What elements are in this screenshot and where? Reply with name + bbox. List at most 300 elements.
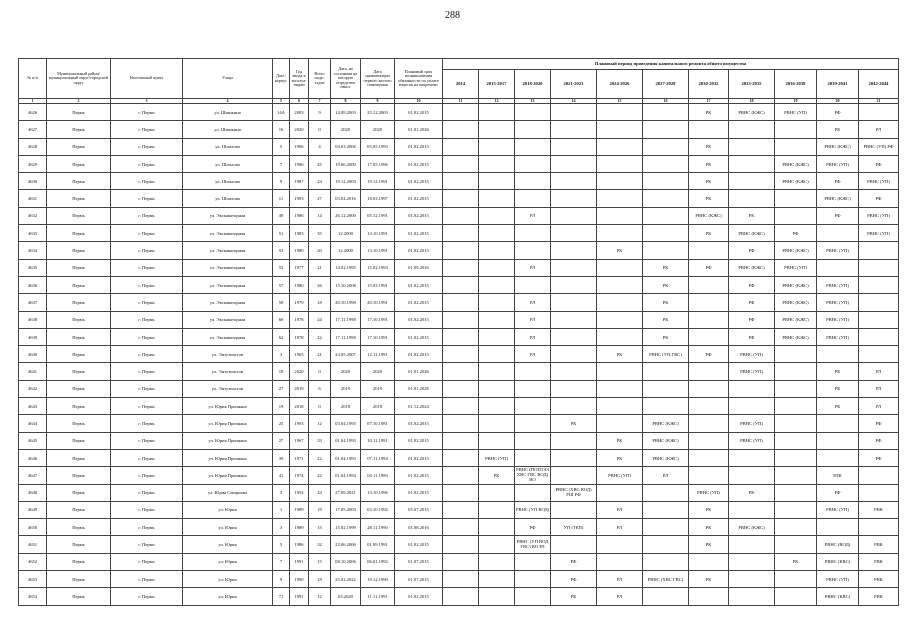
header-year-period: 2042-2044 [859,70,899,99]
repair-period-cell [443,190,479,207]
date-status-cell: 25.02.2022 [331,571,361,588]
repair-period-cell: РК [689,173,729,190]
table-row [19,173,899,190]
repair-period-cell: РФ [775,225,817,242]
settlement-cell: г. Пермь [111,294,183,311]
repair-period-cell [597,155,643,172]
repair-period-cell [643,553,689,570]
year-built-cell: 1979 [290,294,309,311]
repair-period-cell [443,328,479,345]
entrances-cell: 19 [309,501,331,518]
entrances-cell: 14 [309,207,331,224]
repair-period-cell [551,380,597,397]
date-status-cell: 2020 [331,363,361,380]
entrances-cell: 35 [309,225,331,242]
date-status-cell: 27.09.2021 [331,484,361,501]
repair-period-cell: РФ [729,311,775,328]
obligation-date-cell: 01.09.2016 [395,259,443,276]
municipal-cell: Пермь [47,259,111,276]
repair-period-cell [479,242,515,259]
repair-period-cell [551,449,597,466]
repair-period-cell [479,346,515,363]
obligation-date-cell: 01.02.2015 [395,484,443,501]
date-status-cell: 19.06.2000 [331,155,361,172]
row-number: 4638 [19,311,47,328]
house-cell: 55 [273,259,290,276]
entrances-cell: 9 [309,104,331,121]
table-row [19,138,899,155]
repair-period-cell [689,121,729,138]
house-cell: 3 [273,346,290,363]
entrances-cell: 33 [309,432,331,449]
entrances-cell: 20 [309,242,331,259]
settlement-cell: г. Пермь [111,138,183,155]
date-status-cell: 03.04.1993 [331,415,361,432]
repair-period-cell [817,259,859,276]
repair-period-cell [597,484,643,501]
header-street: Улица [183,59,273,99]
repair-period-cell [597,225,643,242]
row-number: 4645 [19,432,47,449]
house-cell: 39 [273,449,290,466]
repair-period-cell [729,553,775,570]
repair-period-cell: РК [643,311,689,328]
obligation-date-cell: 01.02.2015 [395,432,443,449]
obligation-date-cell: 01.02.2015 [395,328,443,345]
repair-period-cell [479,432,515,449]
repair-period-cell [729,138,775,155]
repair-period-cell [443,276,479,293]
repair-period-cell: РК [643,276,689,293]
year-built-cell: 1996 [290,155,309,172]
street-cell: ул. Юрия Признана [183,398,273,415]
street-cell: ул. Юрия [183,553,273,570]
repair-period-cell [817,449,859,466]
house-cell: 3 [273,519,290,536]
date-privatization-cell: 10.11.1991 [361,432,395,449]
house-cell: 57 [273,276,290,293]
year-built-cell: 1993 [290,190,309,207]
repair-period-cell: РК [689,155,729,172]
date-status-cell: 17.11.1998 [331,311,361,328]
row-number: 4626 [19,104,47,121]
row-number: 4634 [19,242,47,259]
repair-period-cell [443,207,479,224]
repair-period-cell [729,467,775,484]
entrances-cell: 15 [309,553,331,570]
header-column-number: 16 [643,99,689,104]
repair-period-cell: РЛ [859,380,899,397]
repair-period-cell: РФ [729,276,775,293]
entrances-cell: 22 [309,449,331,466]
obligation-date-cell: 01.02.2015 [395,104,443,121]
year-built-cell: 1965 [290,346,309,363]
year-built-cell: 1978 [290,311,309,328]
repair-period-cell [597,380,643,397]
repair-period-cell: РК [817,121,859,138]
repair-period-cell [775,571,817,588]
repair-period-cell: РЛ [515,346,551,363]
repair-period-cell [515,588,551,605]
row-number: 4633 [19,225,47,242]
header-year-period: 2018-2020 [515,70,551,99]
year-built-cell: 1986 [290,207,309,224]
repair-period-cell: РВНС (ПОПТАЗ ХВС ГВС ВОД) ВО [515,467,551,484]
repair-period-cell: РК [689,536,729,553]
repair-period-cell: РВНС (УП) [729,346,775,363]
date-privatization-cell: 28.11.1990 [361,519,395,536]
year-built-cell: 2019 [290,380,309,397]
repair-period-cell: РК [775,553,817,570]
repair-period-cell [479,121,515,138]
settlement-cell: г. Пермь [111,484,183,501]
repair-period-cell [597,553,643,570]
municipal-cell: Пермь [47,571,111,588]
repair-period-cell: РФ [859,190,899,207]
repair-period-cell: РВНС (КЖС) [729,519,775,536]
street-cell: ул. Юрия Признана [183,449,273,466]
row-number: 4652 [19,553,47,570]
repair-period-cell: РВНС (УП) [775,259,817,276]
street-cell: ул. Юрия [183,501,273,518]
repair-period-cell: РК [597,346,643,363]
street-cell: ул. Шишкина [183,121,273,138]
date-privatization-cell: 01.09.1991 [361,536,395,553]
table-row [19,501,899,518]
municipal-cell: Пермь [47,242,111,259]
repair-period-cell [443,138,479,155]
year-built-cell: 1991 [290,553,309,570]
repair-period-cell [775,398,817,415]
repair-period-cell: РВНС (КЖС) [643,449,689,466]
table-row [19,242,899,259]
repair-period-cell [775,121,817,138]
repair-period-cell: РК [643,294,689,311]
street-cell: ул. Шпалова [183,173,273,190]
obligation-date-cell: 01.02.2015 [395,173,443,190]
date-privatization-cell: 13.10.1996 [361,484,395,501]
date-status-cell: 14.09.2003 [331,104,361,121]
house-cell: 41 [273,467,290,484]
repair-period-cell: РЛ [515,294,551,311]
repair-period-cell [643,190,689,207]
obligation-date-cell: 01.02.2015 [395,138,443,155]
street-cell: ул. Экскаваторная [183,294,273,311]
date-privatization-cell: 06.01.1992 [361,553,395,570]
year-built-cell: 1978 [290,328,309,345]
header-settlement: Населенный пункт [111,59,183,99]
row-number: 4636 [19,276,47,293]
repair-period-cell [689,242,729,259]
repair-period-cell: РК [479,467,515,484]
capital-repair-table-container [18,58,894,608]
date-status-cell: 01.04.1994 [331,467,361,484]
house-cell: 60 [273,311,290,328]
repair-period-cell: РК [817,363,859,380]
repair-period-cell [515,432,551,449]
table-row [19,155,899,172]
municipal-cell: Пермь [47,553,111,570]
repair-period-cell [729,571,775,588]
repair-period-cell: РВНС (УП) [729,415,775,432]
municipal-cell: Пермь [47,501,111,518]
obligation-date-cell: 01.02.2015 [395,311,443,328]
repair-period-cell: РК [551,588,597,605]
house-cell: 3 [273,484,290,501]
repair-period-cell [643,104,689,121]
municipal-cell: Пермь [47,207,111,224]
entrances-cell: 4 [309,138,331,155]
repair-period-cell: РК [689,104,729,121]
repair-period-cell [443,104,479,121]
house-cell: 19 [273,398,290,415]
repair-period-cell: РВНС (КЖС) [689,207,729,224]
repair-period-cell [775,467,817,484]
date-status-cell: 17.11.1998 [331,328,361,345]
capital-repair-table [18,58,899,606]
house-cell: 58 [273,294,290,311]
date-privatization-cell: 19.12.1991 [361,173,395,190]
date-privatization-cell: 2018 [361,398,395,415]
settlement-cell: г. Пермь [111,311,183,328]
repair-period-cell [479,311,515,328]
repair-period-cell [817,415,859,432]
repair-period-cell: РК [729,207,775,224]
header-column-number: 7 [309,99,331,104]
table-row [19,519,899,536]
table-row [19,432,899,449]
date-privatization-cell: 17.10.1991 [361,311,395,328]
date-privatization-cell: 12.11.1991 [361,346,395,363]
street-cell: ул. Энтузиастов [183,346,273,363]
repair-period-cell: РВНС (УП) [729,363,775,380]
date-status-cell: 14.02.1995 [331,259,361,276]
repair-period-cell [443,242,479,259]
year-built-cell: 1983 [290,225,309,242]
repair-period-cell [515,380,551,397]
repair-period-cell: РВНС (УП) [479,449,515,466]
repair-period-cell: РЛ [597,501,643,518]
repair-period-cell [443,398,479,415]
header-column-number: 10 [395,99,443,104]
repair-period-cell [515,121,551,138]
header-column-number: 13 [515,99,551,104]
repair-period-cell [551,155,597,172]
repair-period-cell: РВНС (ВОД) [817,536,859,553]
repair-period-cell [859,294,899,311]
repair-period-cell [729,380,775,397]
row-number: 4644 [19,415,47,432]
date-privatization-cell: 05.12.1991 [361,207,395,224]
street-cell: ул. Экскаваторная [183,242,273,259]
municipal-cell: Пермь [47,225,111,242]
street-cell: ул. Юрия [183,519,273,536]
date-status-cell: 12.2000 [331,225,361,242]
year-built-cell: 1954 [290,484,309,501]
obligation-date-cell: 01.07.2015 [395,571,443,588]
row-number: 4630 [19,173,47,190]
repair-period-cell [729,155,775,172]
header-column-number: 5 [273,99,290,104]
settlement-cell: г. Пермь [111,259,183,276]
repair-period-cell [443,467,479,484]
repair-period-cell [443,571,479,588]
repair-period-cell [597,536,643,553]
street-cell: ул. Юрия Смирнова [183,484,273,501]
table-row [19,190,899,207]
repair-period-cell: РК [689,225,729,242]
repair-period-cell: РВНС (КЖС) [817,190,859,207]
repair-period-cell: РК [551,415,597,432]
repair-period-cell: РВНС (КЖС) [775,155,817,172]
entrances-cell: 21 [309,346,331,363]
repair-period-cell [859,484,899,501]
year-built-cell: 1971 [290,449,309,466]
header-year-period: 2015-2017 [479,70,515,99]
house-cell: 7 [273,553,290,570]
repair-period-cell [479,363,515,380]
repair-period-cell [443,553,479,570]
repair-period-cell [817,346,859,363]
obligation-date-cell: 01.02.2015 [395,536,443,553]
repair-period-cell [689,449,729,466]
date-status-cell: 2018 [331,398,361,415]
repair-period-cell [775,363,817,380]
repair-period-cell [443,259,479,276]
repair-period-cell [597,104,643,121]
header-year-period: 2030-2032 [689,70,729,99]
date-status-cell: 12.2000 [331,242,361,259]
header-year-period: 2021-2023 [551,70,597,99]
year-built-cell: 2003 [290,104,309,121]
settlement-cell: г. Пермь [111,225,183,242]
repair-period-cell: РК [643,328,689,345]
repair-period-cell: РЛ [515,328,551,345]
entrances-cell: 12 [309,415,331,432]
table-row [19,380,899,397]
repair-period-cell [775,432,817,449]
municipal-cell: Пермь [47,467,111,484]
repair-period-cell [859,467,899,484]
repair-period-cell [729,501,775,518]
entrances-cell: 25 [309,155,331,172]
row-number: 4647 [19,467,47,484]
settlement-cell: г. Пермь [111,173,183,190]
table-row [19,449,899,466]
date-privatization-cell: 04.11.1990 [361,467,395,484]
repair-period-cell [551,328,597,345]
date-privatization-cell: 2020 [361,121,395,138]
obligation-date-cell: 01.02.2015 [395,415,443,432]
repair-period-cell [443,294,479,311]
repair-period-cell [689,467,729,484]
repair-period-cell [479,104,515,121]
house-cell: 18 [273,363,290,380]
repair-period-cell [443,432,479,449]
repair-period-cell: РК [817,398,859,415]
repair-period-cell [515,242,551,259]
street-cell: ул. Юрия [183,536,273,553]
repair-period-cell [479,328,515,345]
repair-period-cell [859,311,899,328]
repair-period-cell [643,519,689,536]
table-row [19,484,899,501]
repair-period-cell: РЛ [597,519,643,536]
repair-period-cell [689,415,729,432]
date-privatization-cell: 19.12.1990 [361,571,395,588]
repair-period-cell: РВНС (КЖС) [775,242,817,259]
obligation-date-cell: 01.02.2015 [395,449,443,466]
repair-period-cell [551,311,597,328]
settlement-cell: г. Пермь [111,432,183,449]
repair-period-cell [551,104,597,121]
settlement-cell: г. Пермь [111,242,183,259]
municipal-cell: Пермь [47,346,111,363]
header-year-period: 2014 [443,70,479,99]
repair-period-cell [479,207,515,224]
row-number: 4649 [19,501,47,518]
settlement-cell: г. Пермь [111,571,183,588]
settlement-cell: г. Пермь [111,449,183,466]
repair-period-cell [775,449,817,466]
header-column-number: 9 [361,99,395,104]
repair-period-cell: РВНС (КЖС) [729,104,775,121]
repair-period-cell [643,380,689,397]
repair-period-cell [775,346,817,363]
repair-period-cell: РВНС (КЖС) [775,276,817,293]
house-cell: 16 [273,121,290,138]
repair-period-cell: РФ [817,484,859,501]
row-number: 4650 [19,519,47,536]
repair-period-cell [597,121,643,138]
repair-period-cell: РВНС (УП) [817,276,859,293]
repair-period-cell: РК [597,242,643,259]
repair-period-cell: РЛ [515,311,551,328]
repair-period-cell [689,398,729,415]
entrances-cell: 12 [309,588,331,605]
municipal-cell: Пермь [47,328,111,345]
repair-period-cell: РВНС (УП) РФ [859,138,899,155]
repair-period-cell: РФ [729,328,775,345]
repair-period-cell: РВНС (КЖС) [643,432,689,449]
repair-period-cell [515,484,551,501]
repair-period-cell: РВНС (УП) [817,328,859,345]
street-cell: ул. Шпалова [183,190,273,207]
obligation-date-cell: 01.02.2015 [395,242,443,259]
repair-period-cell [515,138,551,155]
date-status-cell: 01.04.1993 [331,449,361,466]
year-built-cell: 1974 [290,467,309,484]
street-cell: ул. Энтузиастов [183,363,273,380]
repair-period-cell [643,173,689,190]
row-number: 4631 [19,190,47,207]
table-row [19,363,899,380]
repair-period-cell: РВНС (УП) [859,173,899,190]
repair-period-cell [597,398,643,415]
repair-period-cell [479,294,515,311]
repair-period-cell [551,536,597,553]
repair-period-cell [515,553,551,570]
repair-period-cell [643,501,689,518]
repair-period-cell [597,138,643,155]
date-privatization-cell: 2019 [361,380,395,397]
row-number: 4637 [19,294,47,311]
repair-period-cell: РФ [859,415,899,432]
repair-period-cell: РВНС (УП) [817,155,859,172]
repair-period-cell [817,432,859,449]
header-entrances: Всего подъ-ездов [309,59,331,99]
repair-period-cell: РВНС (КВС) [817,553,859,570]
